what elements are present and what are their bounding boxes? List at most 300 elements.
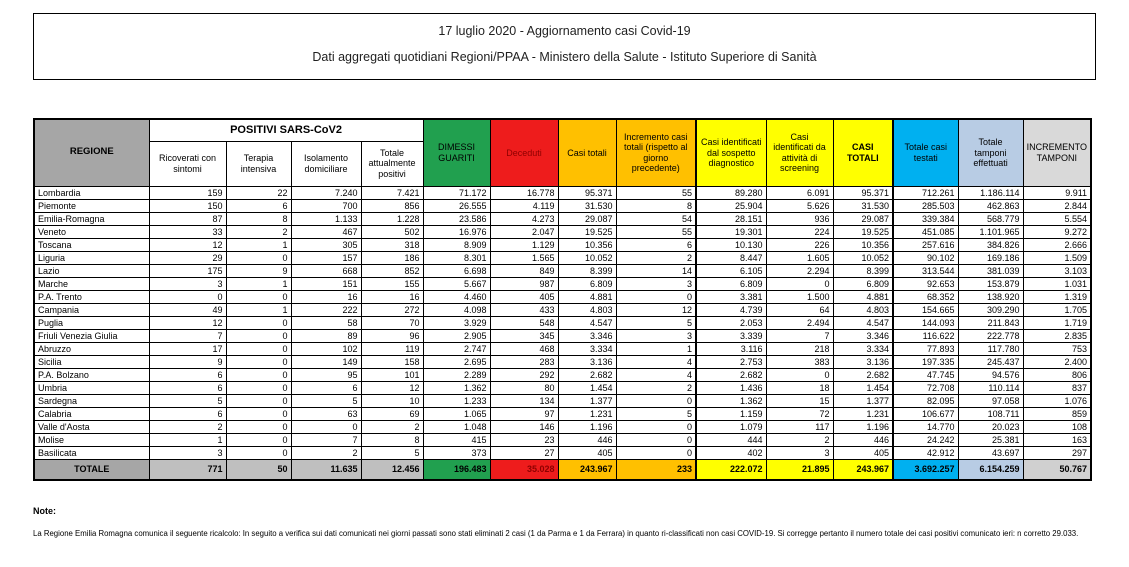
region-name-cell: Campania bbox=[34, 303, 149, 316]
value-cell: 451.085 bbox=[893, 225, 958, 238]
value-cell: 3.136 bbox=[833, 355, 893, 368]
value-cell: 2 bbox=[149, 420, 226, 433]
value-cell: 8.447 bbox=[696, 251, 766, 264]
value-cell: 8.399 bbox=[833, 264, 893, 277]
value-cell: 31.530 bbox=[833, 199, 893, 212]
value-cell: 82.095 bbox=[893, 394, 958, 407]
col-header-incremento-casi-totali: Incremento casi totali (rispetto al giorno precedente) bbox=[616, 119, 696, 186]
value-cell: 108.711 bbox=[958, 407, 1023, 420]
table-row bbox=[34, 407, 1091, 420]
value-cell: 1.233 bbox=[423, 394, 490, 407]
value-cell: 0 bbox=[226, 342, 291, 355]
value-cell: 6.809 bbox=[558, 277, 616, 290]
value-cell: 5 bbox=[291, 394, 361, 407]
value-cell: 4.803 bbox=[558, 303, 616, 316]
col-header-casi-sospetto-diagnostico: Casi identificati dal sospetto diagnostico bbox=[696, 119, 766, 186]
value-cell: 5 bbox=[149, 394, 226, 407]
value-cell: 94.576 bbox=[958, 368, 1023, 381]
value-cell: 1 bbox=[149, 433, 226, 446]
value-cell: 6.809 bbox=[833, 277, 893, 290]
value-cell: 2 bbox=[766, 433, 833, 446]
table-row bbox=[34, 238, 1091, 251]
value-cell: 25.904 bbox=[696, 199, 766, 212]
value-cell: 7 bbox=[766, 329, 833, 342]
region-name-cell: Valle d'Aosta bbox=[34, 420, 149, 433]
value-cell: 138.920 bbox=[958, 290, 1023, 303]
value-cell: 1.509 bbox=[1023, 251, 1091, 264]
value-cell: 1.196 bbox=[833, 420, 893, 433]
value-cell: 0 bbox=[616, 433, 696, 446]
value-cell: 158 bbox=[361, 355, 423, 368]
value-cell: 20.023 bbox=[958, 420, 1023, 433]
value-cell: 0 bbox=[766, 368, 833, 381]
value-cell: 196.483 bbox=[423, 459, 490, 480]
value-cell: 5.667 bbox=[423, 277, 490, 290]
col-header-deceduti: Deceduti bbox=[490, 119, 558, 186]
value-cell: 1.436 bbox=[696, 381, 766, 394]
value-cell: 33 bbox=[149, 225, 226, 238]
value-cell: 700 bbox=[291, 199, 361, 212]
region-name-cell: Calabria bbox=[34, 407, 149, 420]
note-body-text: La Regione Emilia Romagna comunica il seguente ricalcolo: In seguito a verifica sui dati comunicati nei giorni passati sono stati eliminati 2 casi (1 da Parma e 1 da Ferrara) in quanto ri-classificati non casi COVID-19. Si corregge pertanto il numero totale dei casi positivi comunicato ieri: n corretto 29.033. bbox=[33, 529, 1079, 538]
value-cell: 3 bbox=[149, 446, 226, 459]
value-cell: 1.377 bbox=[558, 394, 616, 407]
table-row bbox=[34, 277, 1091, 290]
value-cell: 2 bbox=[616, 251, 696, 264]
value-cell: 4.547 bbox=[558, 316, 616, 329]
region-name-cell: Toscana bbox=[34, 238, 149, 251]
table-row bbox=[34, 368, 1091, 381]
value-cell: 3 bbox=[616, 329, 696, 342]
value-cell: 63 bbox=[291, 407, 361, 420]
value-cell: 1.605 bbox=[766, 251, 833, 264]
value-cell: 2.695 bbox=[423, 355, 490, 368]
title-box bbox=[33, 13, 1096, 80]
table-row bbox=[34, 264, 1091, 277]
value-cell: 1 bbox=[226, 238, 291, 251]
value-cell: 16 bbox=[361, 290, 423, 303]
table-row bbox=[34, 212, 1091, 225]
value-cell: 211.843 bbox=[958, 316, 1023, 329]
value-cell: 154.665 bbox=[893, 303, 958, 316]
value-cell: 297 bbox=[1023, 446, 1091, 459]
value-cell: 1 bbox=[616, 342, 696, 355]
value-cell: 119 bbox=[361, 342, 423, 355]
value-cell: 2.844 bbox=[1023, 199, 1091, 212]
value-cell: 10.130 bbox=[696, 238, 766, 251]
value-cell: 2 bbox=[616, 381, 696, 394]
value-cell: 7 bbox=[149, 329, 226, 342]
value-cell: 1.065 bbox=[423, 407, 490, 420]
region-name-cell: Abruzzo bbox=[34, 342, 149, 355]
value-cell: 95 bbox=[291, 368, 361, 381]
table-row bbox=[34, 355, 1091, 368]
value-cell: 856 bbox=[361, 199, 423, 212]
table-row bbox=[34, 433, 1091, 446]
value-cell: 2.753 bbox=[696, 355, 766, 368]
value-cell: 23 bbox=[490, 433, 558, 446]
value-cell: 6.809 bbox=[696, 277, 766, 290]
value-cell: 318 bbox=[361, 238, 423, 251]
value-cell: 226 bbox=[766, 238, 833, 251]
value-cell: 163 bbox=[1023, 433, 1091, 446]
value-cell: 153.879 bbox=[958, 277, 1023, 290]
value-cell: 1.362 bbox=[423, 381, 490, 394]
value-cell: 402 bbox=[696, 446, 766, 459]
value-cell: 6 bbox=[149, 368, 226, 381]
value-cell: 467 bbox=[291, 225, 361, 238]
value-cell: 309.290 bbox=[958, 303, 1023, 316]
value-cell: 19.525 bbox=[833, 225, 893, 238]
value-cell: 29.087 bbox=[833, 212, 893, 225]
total-row bbox=[34, 459, 1091, 480]
value-cell: 4.547 bbox=[833, 316, 893, 329]
value-cell: 4.739 bbox=[696, 303, 766, 316]
value-cell: 71.172 bbox=[423, 186, 490, 199]
value-cell: 0 bbox=[226, 355, 291, 368]
value-cell: 134 bbox=[490, 394, 558, 407]
table-body bbox=[34, 186, 1091, 480]
value-cell: 10.052 bbox=[833, 251, 893, 264]
value-cell: 2.835 bbox=[1023, 329, 1091, 342]
value-cell: 859 bbox=[1023, 407, 1091, 420]
value-cell: 72.708 bbox=[893, 381, 958, 394]
value-cell: 771 bbox=[149, 459, 226, 480]
value-cell: 383 bbox=[766, 355, 833, 368]
value-cell: 186 bbox=[361, 251, 423, 264]
value-cell: 9.911 bbox=[1023, 186, 1091, 199]
value-cell: 6 bbox=[291, 381, 361, 394]
value-cell: 10 bbox=[361, 394, 423, 407]
value-cell: 405 bbox=[833, 446, 893, 459]
value-cell: 80 bbox=[490, 381, 558, 394]
value-cell: 106.677 bbox=[893, 407, 958, 420]
value-cell: 305 bbox=[291, 238, 361, 251]
value-cell: 245.437 bbox=[958, 355, 1023, 368]
value-cell: 22 bbox=[226, 186, 291, 199]
value-cell: 47.745 bbox=[893, 368, 958, 381]
value-cell: 16 bbox=[291, 290, 361, 303]
value-cell: 157 bbox=[291, 251, 361, 264]
value-cell: 222.072 bbox=[696, 459, 766, 480]
value-cell: 43.697 bbox=[958, 446, 1023, 459]
value-cell: 7.240 bbox=[291, 186, 361, 199]
value-cell: 1.231 bbox=[833, 407, 893, 420]
value-cell: 0 bbox=[616, 394, 696, 407]
value-cell: 0 bbox=[226, 446, 291, 459]
value-cell: 15 bbox=[766, 394, 833, 407]
value-cell: 2.289 bbox=[423, 368, 490, 381]
value-cell: 8 bbox=[226, 212, 291, 225]
value-cell: 0 bbox=[226, 329, 291, 342]
value-cell: 5.554 bbox=[1023, 212, 1091, 225]
value-cell: 6 bbox=[226, 199, 291, 212]
value-cell: 1 bbox=[226, 303, 291, 316]
value-cell: 936 bbox=[766, 212, 833, 225]
value-cell: 155 bbox=[361, 277, 423, 290]
value-cell: 12 bbox=[149, 238, 226, 251]
region-name-cell: Lazio bbox=[34, 264, 149, 277]
value-cell: 25.381 bbox=[958, 433, 1023, 446]
value-cell: 3 bbox=[149, 277, 226, 290]
col-header-isolamento-domiciliare: Isolamento domiciliare bbox=[291, 141, 361, 186]
value-cell: 2.666 bbox=[1023, 238, 1091, 251]
value-cell: 0 bbox=[226, 290, 291, 303]
value-cell: 50.767 bbox=[1023, 459, 1091, 480]
value-cell: 381.039 bbox=[958, 264, 1023, 277]
value-cell: 1 bbox=[226, 277, 291, 290]
region-name-cell: Piemonte bbox=[34, 199, 149, 212]
value-cell: 6.091 bbox=[766, 186, 833, 199]
value-cell: 92.653 bbox=[893, 277, 958, 290]
value-cell: 502 bbox=[361, 225, 423, 238]
value-cell: 4.273 bbox=[490, 212, 558, 225]
value-cell: 2.494 bbox=[766, 316, 833, 329]
value-cell: 2.294 bbox=[766, 264, 833, 277]
value-cell: 3.346 bbox=[833, 329, 893, 342]
covid-data-table bbox=[33, 118, 1092, 481]
value-cell: 9 bbox=[226, 264, 291, 277]
value-cell: 339.384 bbox=[893, 212, 958, 225]
value-cell: 0 bbox=[226, 251, 291, 264]
value-cell: 4 bbox=[616, 368, 696, 381]
value-cell: 87 bbox=[149, 212, 226, 225]
value-cell: 117 bbox=[766, 420, 833, 433]
value-cell: 4.460 bbox=[423, 290, 490, 303]
value-cell: 2.682 bbox=[558, 368, 616, 381]
value-cell: 10.356 bbox=[558, 238, 616, 251]
value-cell: 26.555 bbox=[423, 199, 490, 212]
value-cell: 150 bbox=[149, 199, 226, 212]
value-cell: 3.334 bbox=[558, 342, 616, 355]
value-cell: 117.780 bbox=[958, 342, 1023, 355]
col-header-terapia-intensiva: Terapia intensiva bbox=[226, 141, 291, 186]
value-cell: 159 bbox=[149, 186, 226, 199]
value-cell: 146 bbox=[490, 420, 558, 433]
region-name-cell: Veneto bbox=[34, 225, 149, 238]
value-cell: 0 bbox=[291, 420, 361, 433]
value-cell: 54 bbox=[616, 212, 696, 225]
value-cell: 2 bbox=[361, 420, 423, 433]
value-cell: 5 bbox=[361, 446, 423, 459]
table-row bbox=[34, 381, 1091, 394]
title-subtitle-line: Dati aggregati quotidiani Regioni/PPAA - Ministero della Salute - Istituto Superiore di Sanità bbox=[312, 50, 817, 64]
value-cell: 9 bbox=[149, 355, 226, 368]
value-cell: 2.682 bbox=[696, 368, 766, 381]
value-cell: 12 bbox=[361, 381, 423, 394]
value-cell: 224 bbox=[766, 225, 833, 238]
value-cell: 3.136 bbox=[558, 355, 616, 368]
value-cell: 1.048 bbox=[423, 420, 490, 433]
value-cell: 69 bbox=[361, 407, 423, 420]
value-cell: 0 bbox=[226, 394, 291, 407]
value-cell: 4.803 bbox=[833, 303, 893, 316]
value-cell: 462.863 bbox=[958, 199, 1023, 212]
value-cell: 116.622 bbox=[893, 329, 958, 342]
value-cell: 17 bbox=[149, 342, 226, 355]
value-cell: 4.098 bbox=[423, 303, 490, 316]
value-cell: 1.079 bbox=[696, 420, 766, 433]
value-cell: 4.119 bbox=[490, 199, 558, 212]
col-header-ricoverati-con-sintomi: Ricoverati con sintomi bbox=[149, 141, 226, 186]
value-cell: 849 bbox=[490, 264, 558, 277]
value-cell: 101 bbox=[361, 368, 423, 381]
value-cell: 3.339 bbox=[696, 329, 766, 342]
table-row bbox=[34, 186, 1091, 199]
value-cell: 21.895 bbox=[766, 459, 833, 480]
value-cell: 2.047 bbox=[490, 225, 558, 238]
value-cell: 712.261 bbox=[893, 186, 958, 199]
value-cell: 11.635 bbox=[291, 459, 361, 480]
region-name-cell: Sicilia bbox=[34, 355, 149, 368]
value-cell: 0 bbox=[226, 407, 291, 420]
col-header-regione: REGIONE bbox=[34, 119, 149, 186]
value-cell: 0 bbox=[616, 446, 696, 459]
value-cell: 1.454 bbox=[833, 381, 893, 394]
value-cell: 18 bbox=[766, 381, 833, 394]
value-cell: 222 bbox=[291, 303, 361, 316]
value-cell: 292 bbox=[490, 368, 558, 381]
value-cell: 222.778 bbox=[958, 329, 1023, 342]
value-cell: 95.371 bbox=[833, 186, 893, 199]
value-cell: 1.196 bbox=[558, 420, 616, 433]
region-name-cell: Puglia bbox=[34, 316, 149, 329]
col-header-totale-casi-testati: Totale casi testati bbox=[893, 119, 958, 186]
value-cell: 4.881 bbox=[833, 290, 893, 303]
value-cell: 1.133 bbox=[291, 212, 361, 225]
value-cell: 3.692.257 bbox=[893, 459, 958, 480]
region-name-cell: TOTALE bbox=[34, 459, 149, 480]
value-cell: 1.186.114 bbox=[958, 186, 1023, 199]
value-cell: 1.719 bbox=[1023, 316, 1091, 329]
value-cell: 12.456 bbox=[361, 459, 423, 480]
value-cell: 23.586 bbox=[423, 212, 490, 225]
value-cell: 468 bbox=[490, 342, 558, 355]
value-cell: 2.905 bbox=[423, 329, 490, 342]
value-cell: 6 bbox=[149, 381, 226, 394]
value-cell: 283 bbox=[490, 355, 558, 368]
value-cell: 72 bbox=[766, 407, 833, 420]
value-cell: 89 bbox=[291, 329, 361, 342]
value-cell: 1.129 bbox=[490, 238, 558, 251]
value-cell: 1.231 bbox=[558, 407, 616, 420]
value-cell: 5.626 bbox=[766, 199, 833, 212]
value-cell: 2.053 bbox=[696, 316, 766, 329]
col-header-incremento-tamponi: INCREMENTO TAMPONI bbox=[1023, 119, 1091, 186]
value-cell: 50 bbox=[226, 459, 291, 480]
table-row bbox=[34, 199, 1091, 212]
region-name-cell: Emilia-Romagna bbox=[34, 212, 149, 225]
region-name-cell: Marche bbox=[34, 277, 149, 290]
value-cell: 285.503 bbox=[893, 199, 958, 212]
table-row bbox=[34, 446, 1091, 459]
value-cell: 2.400 bbox=[1023, 355, 1091, 368]
value-cell: 1.228 bbox=[361, 212, 423, 225]
value-cell: 8 bbox=[361, 433, 423, 446]
value-cell: 58 bbox=[291, 316, 361, 329]
value-cell: 1.031 bbox=[1023, 277, 1091, 290]
value-cell: 3.381 bbox=[696, 290, 766, 303]
region-name-cell: Liguria bbox=[34, 251, 149, 264]
col-header-totale-attualmente-positivi: Totale attualmente positivi bbox=[361, 141, 423, 186]
region-name-cell: Basilicata bbox=[34, 446, 149, 459]
value-cell: 444 bbox=[696, 433, 766, 446]
value-cell: 446 bbox=[558, 433, 616, 446]
value-cell: 55 bbox=[616, 186, 696, 199]
value-cell: 97 bbox=[490, 407, 558, 420]
table-row bbox=[34, 303, 1091, 316]
value-cell: 3.929 bbox=[423, 316, 490, 329]
value-cell: 233 bbox=[616, 459, 696, 480]
value-cell: 16.778 bbox=[490, 186, 558, 199]
value-cell: 218 bbox=[766, 342, 833, 355]
value-cell: 1.377 bbox=[833, 394, 893, 407]
value-cell: 0 bbox=[149, 290, 226, 303]
region-name-cell: Lombardia bbox=[34, 186, 149, 199]
value-cell: 3.346 bbox=[558, 329, 616, 342]
value-cell: 668 bbox=[291, 264, 361, 277]
table-row bbox=[34, 316, 1091, 329]
value-cell: 6.698 bbox=[423, 264, 490, 277]
value-cell: 446 bbox=[833, 433, 893, 446]
col-header-totale-tamponi-effettuati: Totale tamponi effettuati bbox=[958, 119, 1023, 186]
value-cell: 68.352 bbox=[893, 290, 958, 303]
region-name-cell: Molise bbox=[34, 433, 149, 446]
col-header-casi-totali: Casi totali bbox=[558, 119, 616, 186]
value-cell: 2.682 bbox=[833, 368, 893, 381]
value-cell: 1.705 bbox=[1023, 303, 1091, 316]
col-header-casi-screening: Casi identificati da attività di screening bbox=[766, 119, 833, 186]
value-cell: 14.770 bbox=[893, 420, 958, 433]
value-cell: 10.052 bbox=[558, 251, 616, 264]
col-header-casi-totali-maiuscolo: CASI TOTALI bbox=[833, 119, 893, 186]
value-cell: 5 bbox=[616, 316, 696, 329]
value-cell: 837 bbox=[1023, 381, 1091, 394]
value-cell: 1.076 bbox=[1023, 394, 1091, 407]
value-cell: 415 bbox=[423, 433, 490, 446]
value-cell: 0 bbox=[766, 277, 833, 290]
value-cell: 108 bbox=[1023, 420, 1091, 433]
value-cell: 243.967 bbox=[558, 459, 616, 480]
value-cell: 806 bbox=[1023, 368, 1091, 381]
value-cell: 96 bbox=[361, 329, 423, 342]
value-cell: 42.912 bbox=[893, 446, 958, 459]
value-cell: 90.102 bbox=[893, 251, 958, 264]
value-cell: 70 bbox=[361, 316, 423, 329]
value-cell: 3.116 bbox=[696, 342, 766, 355]
value-cell: 0 bbox=[226, 381, 291, 394]
value-cell: 35.028 bbox=[490, 459, 558, 480]
value-cell: 4.881 bbox=[558, 290, 616, 303]
value-cell: 144.093 bbox=[893, 316, 958, 329]
region-name-cell: P.A. Trento bbox=[34, 290, 149, 303]
value-cell: 433 bbox=[490, 303, 558, 316]
table-row bbox=[34, 329, 1091, 342]
value-cell: 102 bbox=[291, 342, 361, 355]
value-cell: 313.544 bbox=[893, 264, 958, 277]
region-name-cell: Sardegna bbox=[34, 394, 149, 407]
region-name-cell: Umbria bbox=[34, 381, 149, 394]
value-cell: 345 bbox=[490, 329, 558, 342]
value-cell: 9.272 bbox=[1023, 225, 1091, 238]
value-cell: 149 bbox=[291, 355, 361, 368]
value-cell: 568.779 bbox=[958, 212, 1023, 225]
value-cell: 548 bbox=[490, 316, 558, 329]
value-cell: 7.421 bbox=[361, 186, 423, 199]
value-cell: 31.530 bbox=[558, 199, 616, 212]
value-cell: 19.301 bbox=[696, 225, 766, 238]
value-cell: 19.525 bbox=[558, 225, 616, 238]
